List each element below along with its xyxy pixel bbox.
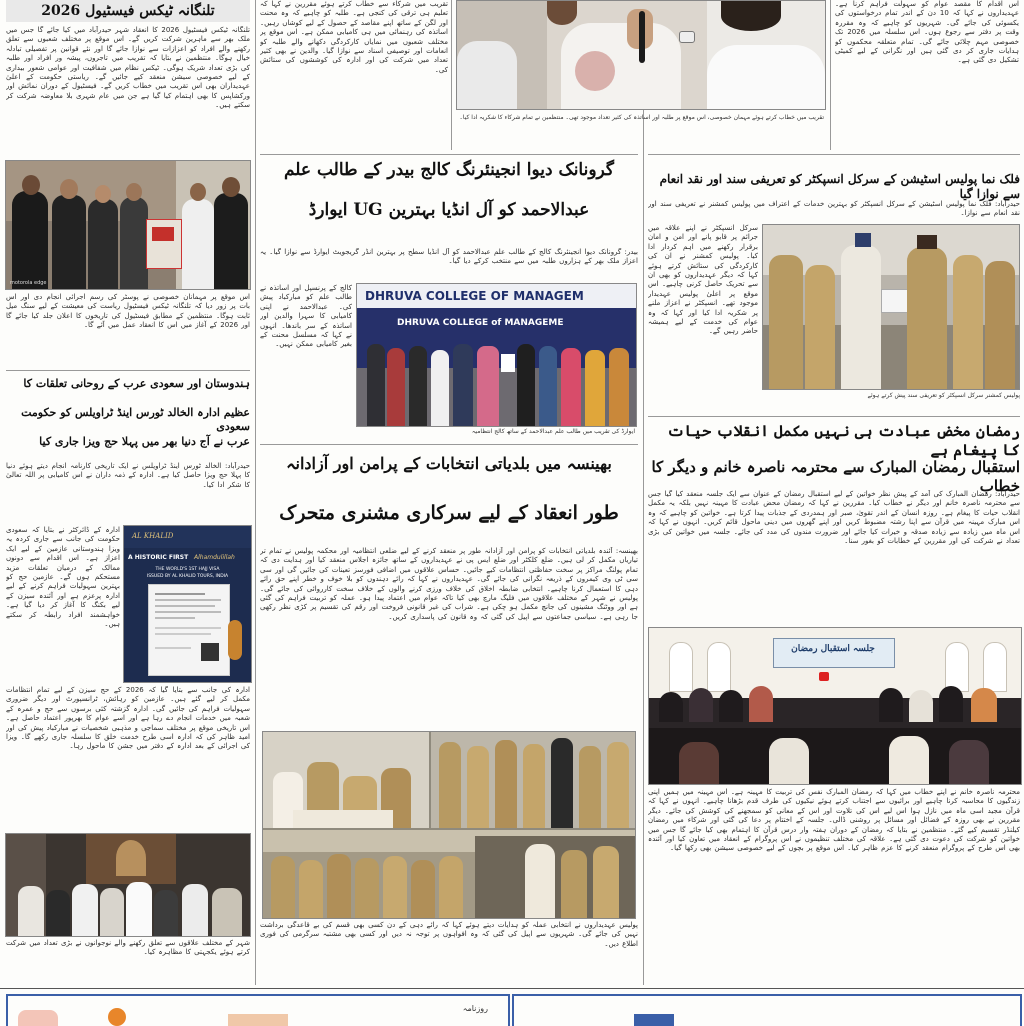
visa-document <box>148 584 230 676</box>
section-divider <box>648 154 1020 155</box>
section-divider <box>648 416 1020 417</box>
article-body: بیدر: گرونانک دیوا انجینئرنگ کالج کے طالب علم عبدالاحمد کو آل انڈیا سطح پر بہترین انڈر گریجویٹ ایوارڈ سے نوازا گیا۔ یہ اعزاز ملک بھر کے ہزاروں طلبہ میں سے منتخب کرکے دیا گیا۔ <box>260 248 638 266</box>
headline-elections-1: بھینسہ میں بلدیاتی انتخابات کے پرامن اور آزادانہ <box>286 454 612 473</box>
headline-tax-festival: تلنگانہ ٹیکس فیسٹیول 2026 <box>6 0 250 22</box>
headline-ramadan-2: استقبال رمضان المبارک سے محترمہ ناصرہ خانم و دیگر کا خطاب <box>651 458 1020 495</box>
article-body: بھینسہ: آئندہ بلدیاتی انتخابات کو پرامن اور آزادانہ طور پر منعقد کرنے کے لیے ضلعی انتظامیہ اور محکمہ پولیس نے تمام تر تیاریاں مکمل کر لی ہیں۔ ضلع کلکٹر اور ضلع ایس پی نے عہدیداروں کے ساتھ جائزہ اجلاس منعقد کیا اور ہدایت دی کہ تمام پولنگ مراکز پر سخت حفاظتی انتظامات کیے جائیں۔ حساس علاقوں میں اضافی فورسز تعینات کی جائیں گی اور سی سی ٹی وی کیمروں کے ذریعہ نگرانی کی جائے گی۔ عہدیداروں نے کہا کہ رائے دہندوں کو بلا خوف و خطر اپنے حق رائے دہی کا استعمال کرنا چاہیے۔ انتخابی ضابطہ اخلاق کی خلاف ورزی کرنے والوں کے خلاف سخت کارروائی کی جائے گی۔ پولیس نے شہر کے مختلف علاقوں میں فلیگ مارچ بھی کیا تاکہ عوام میں اعتماد پیدا ہو۔ عملہ کو تربیت فراہم کی گئی ہے اور ووٹنگ مشینوں کی جانچ مکمل ہو چکی ہے۔ شراب کی غیر قانونی فروخت اور رقم کی تقسیم پر کڑی نظر رکھی جا رہی ہے۔ سیاسی جماعتوں سے اپیل کی گئی کہ وہ قانون کی پاسداری کریں۔ <box>260 547 638 621</box>
headline-hajj-3: عرب نے آج دنیا بھر میں پہلا حج ویزا جاری کیا <box>39 435 250 448</box>
article-body: کالج کے پرنسپل اور اساتذہ نے طالب علم کو مبارکباد پیش کی۔ عبدالاحمد نے اپنی کامیابی کا سہرا والدین اور اساتذہ کے سر باندھا۔ انہوں نے کہا کہ مسلسل محنت کے بغیر کامیابی ممکن نہیں۔ <box>260 284 352 349</box>
group-photo-poster <box>5 160 251 290</box>
footer-tag: روزنامہ <box>462 1004 488 1013</box>
article-body: حیدرآباد: رمضان المبارک کی آمد کے پیش نظر خواتین کے لیے استقبال رمضان کے عنوان سے ایک جلسہ منعقد کیا گیا جس سے محترمہ ناصرہ خانم اور دیگر نے خطاب کیا۔ مقررین نے کہا کہ رمضان محض عبادت کا مہینہ نہیں بلکہ یہ مکمل انقلاب حیات کا پیغام ہے۔ روزہ انسان کے اندر تقویٰ، صبر اور ہمدردی کے جذبات پیدا کرتا ہے۔ خواتین کو چاہیے کہ وہ اس مبارک مہینہ میں قرآن سے اپنا رشتہ مضبوط کریں اور اپنے گھروں میں دینی ماحول قائم کریں۔ انہوں نے کہا کہ اس ماہ میں زیادہ سے زیادہ صدقہ و خیرات کیا جائے اور ضرورت مندوں کی مدد کی جائے۔ جلسہ میں خواتین کی بڑی تعداد نے شرکت کی اور مقررین کے خطابات کو بغور سنا۔ <box>648 490 1020 546</box>
headline-police-award: فلک نما پولیس اسٹیشن کے سرکل انسپکٹر کو تعریفی سند اور نقد انعام سے نوازا گیا <box>659 172 1020 201</box>
article-body: محترمہ ناصرہ خانم نے اپنے خطاب میں کہا کہ رمضان المبارک نفس کی تربیت کا مہینہ ہے۔ اس مہینہ میں ہمیں اپنی زندگیوں کا محاسبہ کرنا چاہیے اور برائیوں سے اجتناب کرتے ہوئے نیکیوں کی طرف قدم بڑھانا چاہیے۔ انہوں نے کہا کہ قرآن مجید اسی ماہ میں نازل ہوا اس لیے اس کی تلاوت اور اس کے معانی کو سمجھنے کی کوشش کی جائے۔ دیگر مقررین نے بھی روزہ کے فضائل اور مسائل پر روشنی ڈالی۔ جلسہ کے اختتام پر دعا کی گئی اور شرکاء میں رمضان کیلنڈر تقسیم کیے گئے۔ منتظمین نے بتایا کہ رمضان کے دوران ہفتہ وار درس قرآن کا اہتمام بھی کیا جائے گا جس میں خواتین کو شرکت کی دعوت دی گئی ہے۔ علاقہ کی مختلف تنظیموں نے اس پروگرام کے انعقاد میں تعاون کیا اور آئندہ بھی اس طرح کے پروگرام منعقد کرنے کا عزم ظاہر کیا۔ اس موقع پر بچوں کے لیے خصوصی سیشن بھی رکھا گیا۔ <box>648 788 1020 853</box>
headline-elections-2: طور انعقاد کے لیے سرکاری مشنری متحرک <box>279 502 619 524</box>
section-divider <box>260 154 638 155</box>
article-body: پولیس عہدیداروں نے انتخابی عملہ کو ہدایات دیتے ہوئے کہا کہ رائے دہی کے دن کسی بھی قسم کی بے قاعدگی برداشت نہیں کی جائے گی۔ شہریوں سے اپیل کی گئی کہ وہ افواہوں پر توجہ نہ دیں اور کسی بھی مشتبہ سرگرمی کی فوری اطلاع دیں۔ <box>260 921 638 948</box>
police-award-photo <box>762 224 1020 390</box>
historic-first: A HISTORIC FIRST <box>128 554 189 561</box>
article-body: سرکل انسپکٹر نے اپنے علاقہ میں جرائم پر قابو پانے اور امن و امان برقرار رکھنے میں اہم کردار ادا کیا۔ پولیس کمشنر نے ان کی کارکردگی کی ستائش کرتے ہوئے کہا کہ دیگر عہدیداروں کو بھی ان سے تحریک حاصل کرنی چاہیے۔ اس موقع پر اعلیٰ پولیس عہدیدار موجود تھے۔ انسپکٹر نے اعزاز ملنے پر شکریہ ادا کیا اور کہا کہ وہ عوام کی خدمت کے لیے ہمیشہ حاضر رہیں گے۔ <box>648 224 758 336</box>
headline-hajj-2: عظیم ادارہ الخالد ٹورس اینڈ ٹراویلس کو حکومت سعودی <box>21 406 250 433</box>
hall-banner: جلسہ استقبال رمضان <box>791 644 875 654</box>
article-body: تقریب میں شرکاء سے خطاب کرتے ہوئے مقررین نے کہا کہ تعلیم ہی ترقی کی کنجی ہے۔ طلبہ کو چاہیے کہ وہ محنت اور لگن کے ساتھ اپنے مقاصد کے حصول کے لیے کوشاں رہیں۔ اساتذہ کی رہنمائی میں ہی کامیابی ممکن ہے۔ اس موقع پر مختلف شعبوں میں نمایاں کارکردگی دکھانے والے طلبہ کو انعامات اور توصیفی اسناد سے نوازا گیا۔ والدین نے بھی کثیر تعداد میں شرکت کی اور ادارہ کی کوششوں کی ستائش کی۔ <box>260 0 448 74</box>
article-body: اس موقع پر مہمانان خصوصی نے پوسٹر کی رسم اجرائی انجام دی اور اس بات پر زور دیا کہ تلنگانہ ٹیکس فیسٹیول ریاست کی معیشت کے لیے سنگ میل ثابت ہوگا۔ منتظمین کے مطابق فیسٹیول کی تاریخوں کا اعلان جلد کیا جائے گا اور 2026 کے آغاز میں اس کا انعقاد عمل میں آئے گا۔ <box>6 293 250 330</box>
article-body: ادارہ کے ڈائرکٹر نے بتایا کہ سعودی حکومت کی جانب سے جاری کردہ یہ ویزا ہندوستانی عازمین کے لیے ایک اعزاز ہے۔ اس اقدام سے دونوں ممالک کے درمیان تعلقات مزید مستحکم ہوں گے۔ عازمین حج کو بہترین سہولیات فراہم کرنے کے لیے ادارہ پرعزم ہے اور آئندہ سیزن کے لیے بکنگ کا آغاز کر دیا گیا ہے۔ خواہشمند افراد رابطہ کر سکتے ہیں۔ <box>6 526 120 629</box>
section-divider <box>260 444 638 445</box>
footer-ad-box <box>512 994 1022 1026</box>
headline-award-1: گرونانک دیوا انجینئرنگ کالج بیدر کے طالب علم <box>283 160 615 180</box>
police-collage-photo <box>262 731 636 919</box>
section-divider <box>6 370 250 371</box>
headline-ramadan-1: رمضان مخض عبادت ہی نہیں مکمل انقلاب حیات کا پیغام ہے <box>667 422 1020 459</box>
photo-caption: تقریب میں خطاب کرتے ہوئے مہمان خصوصی، اس موقع پر طلبہ اور اساتذہ کی کثیر تعداد موجود تھی۔ منتظمین نے تمام شرکاء کا شکریہ ادا کیا۔ <box>459 114 824 121</box>
photo-credit: motorola edge <box>10 280 47 286</box>
article-body: ادارہ کی جانب سے بتایا گیا کہ 2026 کے حج سیزن کے لیے تمام انتظامات مکمل کر لیے گئے ہیں۔ عازمین کو رہائش، ٹرانسپورٹ اور دیگر ضروری سہولیات فراہم کی جائیں گی۔ ادارہ گزشتہ کئی برسوں سے حج و عمرہ کے شعبہ میں خدمات انجام دے رہا ہے اور اسے عوام کا بھرپور اعتماد حاصل ہے۔ اس تاریخی موقع پر مختلف سماجی و مذہبی شخصیات نے مبارکباد پیش کی اور امید ظاہر کی کہ ادارہ اسی طرح خدمت خلق کا سلسلہ جاری رکھے گا۔ ویزا کی اجرائی کے بعد ادارہ کے دفتر میں جشن کا ماحول رہا۔ <box>6 686 250 751</box>
column-rule <box>255 0 256 985</box>
footer-divider <box>0 988 1024 989</box>
khalid-logo: AL KHALID <box>132 532 174 540</box>
headline-award-2: عبدالاحمد کو آل انڈیا بہترین UG ایوارڈ <box>308 200 590 220</box>
photo-caption: پولیس کمشنر سرکل انسپکٹر کو تعریفی سند پیش کرتے ہوئے <box>867 392 1020 399</box>
college-banner: DHRUVA COLLEGE OF MANAGEM <box>365 289 584 303</box>
article-body: حیدرآباد: فلک نما پولیس اسٹیشن کے سرکل انسپکٹر کو بہترین خدمات کے اعتراف میں پولیس کمشنر نے تعریفی سند اور نقد انعام سے نوازا۔ <box>648 200 1020 218</box>
article-body: تلنگانہ ٹیکس فیسٹیول 2026 کا انعقاد شہر حیدرآباد میں کیا جائے گا جس میں ملک بھر سے ماہرین شرکت کریں گے۔ اس موقع پر مختلف شعبوں سے تعلق رکھنے والے افراد کو اعزازات سے نوازا جائے گا اور نئے قوانین پر تفصیلی تبادلہ خیال ہوگا۔ منتظمین نے بتایا کہ تقریب میں تاجروں، پیشہ ور افراد اور طلبہ کی بڑی تعداد شریک ہوگی۔ ٹیکس نظام میں شفافیت اور عوامی شعور بیداری کے لیے خصوصی سیشن منعقد کیے جائیں گے۔ ریاستی حکومت کے اعلیٰ عہدیداران بھی اس تقریب میں خطاب کریں گے۔ فیسٹیول کے دوران نمائش اور ورکشاپس کا بھی اہتمام کیا گیا ہے جن میں عام شہری بلا معاوضہ شرکت کر سکتے ہیں۔ <box>6 26 250 110</box>
speaker-photo <box>456 0 826 110</box>
group-photo-gathering <box>5 833 251 937</box>
headline-hajj-1: ہندوستان اور سعودی عرب کے روحانی تعلقات کا <box>23 377 250 390</box>
article-body: شہر کے مختلف علاقوں سے تعلق رکھنے والے نوجوانوں نے بڑی تعداد میں شرکت کرتے ہوئے یکجہتی کا مظاہرہ کیا۔ <box>6 939 250 957</box>
article-body: حیدرآباد: الخالد ٹورس اینڈ ٹراویلس نے ایک تاریخی کارنامہ انجام دیتے ہوئے دنیا کا پہلا حج ویزا حاصل کیا ہے۔ ادارہ کے ذمہ داران نے اس کامیابی پر اللہ تعالیٰ کا شکر ادا کیا۔ <box>6 462 250 489</box>
column-rule <box>451 0 452 150</box>
ramadan-gathering-photo <box>648 627 1022 785</box>
hajj-visa-poster: AL KHALID A HISTORIC FIRST Alhamdulillah THE WORLD'S 1ST HAJJ VISA ISSUED BY AL KHALID TOURS, INDIA <box>123 525 252 683</box>
article-body: اس اقدام کا مقصد عوام کو سہولت فراہم کرنا ہے۔ عہدیداروں نے کہا کہ 10 دن کے اندر تمام درخواستوں کی یکسوئی کی جائے گی۔ شہریوں کو چاہیے کہ وہ مقررہ وقت پر دفتر سے رجوع ہوں۔ اس سلسلہ میں 2026 تک خصوصی مہم چلائی جائے گی۔ تمام متعلقہ محکموں کو ہدایات جاری کر دی گئی ہیں اور نگرانی کے لیے کمیٹی تشکیل دی گئی ہے۔ <box>835 0 1019 65</box>
photo-caption: ایوارڈ کی تقریب میں طالب علم عبدالاحمد کے ساتھ کالج انتظامیہ <box>471 428 635 435</box>
footer-ad-box <box>6 994 510 1026</box>
award-ceremony-photo: DHRUVA COLLEGE OF MANAGEM DHRUVA COLLEGE of MANAGEME <box>356 283 637 427</box>
column-rule <box>830 0 831 150</box>
